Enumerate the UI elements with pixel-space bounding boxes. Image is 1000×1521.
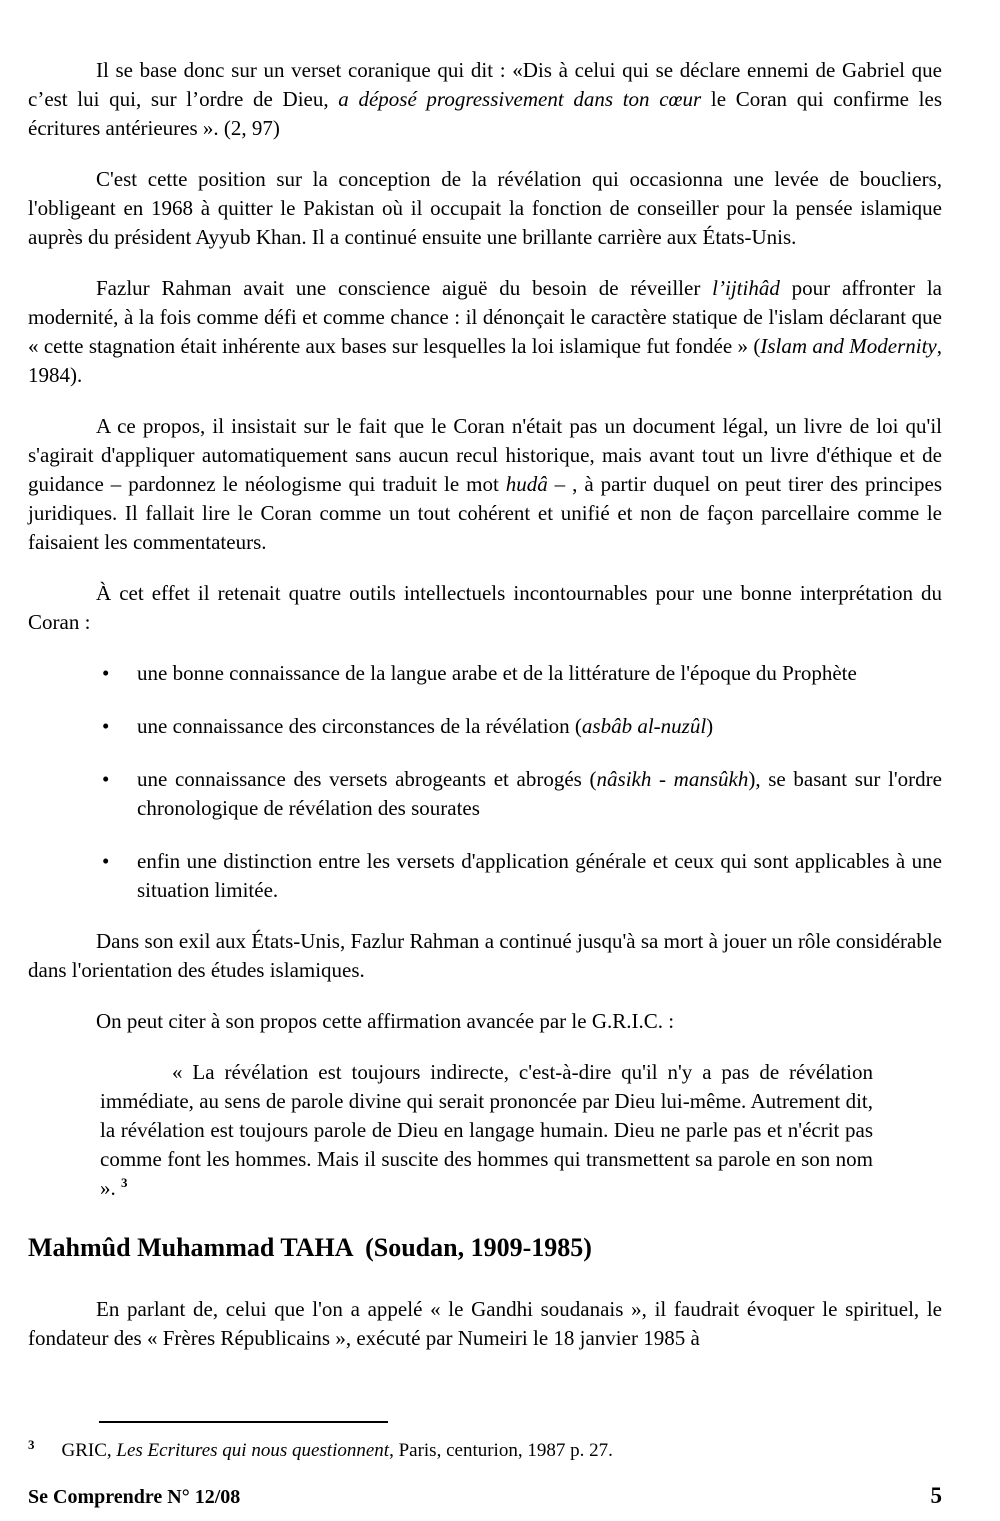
footnote-separator: [99, 1421, 388, 1423]
text-run: « La révélation est toujours indirecte, c'est-à-dire qu'il n'y a pas de révélation immédiate, au sens de parole divine qui serait prononcée par Dieu lui-même. Autrement dit, la révélation est toujours parole de Dieu en langage humain. Dieu ne parle pas et n'écrit pas comme font les hommes. Mais il suscite des hommes qui transmettent sa parole en son nom ».: [100, 1060, 873, 1200]
text-run: , Paris, centurion, 1987 p. 27.: [389, 1440, 613, 1461]
paragraph: [28, 165, 942, 252]
italic-text: asbâb al-nuzûl: [581, 714, 707, 738]
bullet-list: [28, 659, 942, 905]
text-run: une connaissance des versets abrogeants et abrogés (: [137, 767, 597, 791]
text-run: , 1984).: [28, 334, 942, 387]
italic-text: l’ijtihâd: [712, 276, 780, 300]
bullet-item: [28, 659, 942, 688]
paragraph: [28, 579, 942, 637]
italic-text: nâsikh - mansûkh: [596, 767, 749, 791]
text-run: Il se base donc sur un verset coranique qui dit : «Dis à celui qui se déclare ennemi de Gabriel que c’est lui qui, sur l’ordre de Dieu,: [28, 58, 942, 111]
text-run: le Coran qui confirme les écritures antérieures ». (2, 97): [28, 87, 942, 140]
bullet-item: [28, 847, 942, 905]
footnote-text: [62, 1440, 613, 1461]
text-run: On peut citer à son propos cette affirmation avancée par le G.R.I.C. :: [96, 1009, 675, 1033]
footnote-reference: 3: [121, 1175, 128, 1190]
italic-text: a déposé progressivement dans ton cœur: [338, 87, 702, 111]
text-run: À cet effet il retenait quatre outils intellectuels incontournables pour une bonne interprétation du Coran :: [28, 581, 942, 634]
text-run: enfin une distinction entre les versets d'application générale et ceux qui sont applicables à une situation limitée.: [137, 849, 942, 902]
paragraph: [28, 1007, 942, 1036]
text-run: une bonne connaissance de la langue arabe et de la littérature de l'époque du Prophète: [137, 661, 857, 685]
footer-journal-title: Se Comprendre N° 12/08: [28, 1486, 241, 1508]
page-footer: [28, 1483, 942, 1509]
text-run: ), se basant sur l'ordre chronologique de révélation des sourates: [137, 767, 942, 820]
paragraph: [28, 56, 942, 143]
text-run: Mahmûd Muhammad TAHA (Soudan, 1909-1985): [28, 1233, 592, 1262]
text-run: A ce propos, il insistait sur le fait que le Coran n'était pas un document légal, un livre de loi qu'il s'agirait d'appliquer automatiquement sans aucun recul historique, mais avant tout un livre d'éthique et de guidance – pardonnez le néologisme qui traduit le mot: [28, 414, 942, 496]
document-body: [28, 56, 942, 1375]
footnote-marker: 3: [28, 1436, 35, 1452]
footer-page-number: 5: [930, 1483, 942, 1508]
paragraph: [28, 274, 942, 390]
text-run: C'est cette position sur la conception de la révélation qui occasionna une levée de boucliers, l'obligeant en 1968 à quitter le Pakistan où il occupait la fonction de conseiller pour la pensée islamique auprès du président Ayyub Khan. Il a continué ensuite une brillante carrière aux États-Unis.: [28, 167, 942, 249]
italic-text: Islam and Modernity: [760, 334, 937, 358]
text-run: – , à partir duquel on peut tirer des principes juridiques. Il fallait lire le Coran comme un tout cohérent et unifié et non de façon parcellaire comme le faisaient les commentateurs.: [28, 472, 943, 554]
paragraph: [28, 927, 942, 985]
paragraph: [28, 412, 942, 557]
text-run: GRIC,: [61, 1440, 117, 1461]
text-run: ): [706, 714, 714, 738]
text-run: En parlant de, celui que l'on a appelé « le Gandhi soudanais », il faudrait évoquer le spirituel, le fondateur des « Frères Républicains », exécuté par Numeiri le 18 janvier 1985 à: [28, 1297, 942, 1350]
text-run: pour affronter la modernité, à la fois comme défi et comme chance : il dénonçait le caractère statique de l'islam déclarant que « cette stagnation était inhérente aux bases sur lesquelles la loi islamique fut fondée » (: [28, 276, 943, 358]
bullet-item: [28, 765, 942, 823]
bullet-item: [28, 712, 942, 741]
footnote: [28, 1438, 942, 1464]
text-run: Dans son exil aux États-Unis, Fazlur Rahman a continué jusqu'à sa mort à jouer un rôle considérable dans l'orientation des études islamiques.: [28, 929, 942, 982]
paragraph: [28, 1295, 942, 1353]
text-run: une connaissance des circonstances de la révélation (: [137, 714, 582, 738]
italic-text: hudâ: [505, 472, 548, 496]
text-run: Fazlur Rahman avait une conscience aiguë du besoin de réveiller: [96, 276, 713, 300]
section-heading: [28, 1231, 942, 1265]
block-quote: [100, 1058, 873, 1203]
italic-text: Les Ecritures qui nous questionnent: [116, 1440, 390, 1461]
